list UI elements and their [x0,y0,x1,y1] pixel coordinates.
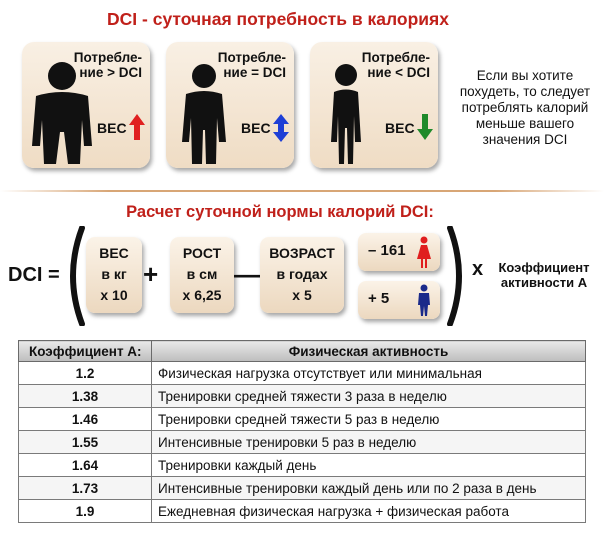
age-box-line: х 5 [292,287,312,303]
height-box-line: х 6,25 [182,287,222,303]
minus-sign: — [234,259,260,289]
header-activity: Физическая активность [152,341,586,362]
activity-cell: Интенсивные тренировки 5 раз в неделю [152,431,586,454]
weight-label: ВЕС [97,120,127,136]
weight-loss-note: Если вы хотите похудеть, то следует потреблять калорий меньше вашего значения DCI [459,68,591,147]
height-box-line: РОСТ [182,245,222,261]
table-row [19,385,586,408]
female-constant-box [358,233,440,271]
header-coefficient: Коэффициент А: [19,341,152,362]
male-constant-box [358,281,440,319]
female-constant: – 161 [368,242,406,259]
table-header-row [19,341,586,362]
activity-cell: Ежедневная физическая нагрузка + физическая работа [152,500,586,523]
weight-box-line: ВЕС [99,245,129,261]
activity-cell: Тренировки средней тяжести 3 раза в неделю [152,385,586,408]
table-row [19,408,586,431]
formula-title: Расчет суточной нормы калорий DCI: [126,203,434,221]
times-sign: х [472,258,484,280]
divider [0,190,604,192]
male-icon [416,284,432,316]
table-row [19,454,586,477]
male-constant: + 5 [368,290,390,307]
weight-box-line: в кг [101,266,127,282]
arrow-down-icon [417,114,433,140]
card-label: Потребле-ние < DCI [361,50,430,80]
height-box-line: в см [186,266,218,282]
weight-label: ВЕС [241,120,271,136]
activity-table [18,340,586,523]
weight-box-line: х 10 [100,287,128,303]
card-consumption-greater [22,42,150,168]
coefficient-cell: 1.38 [19,385,152,408]
height-box [170,237,234,313]
coefficient-cell: 1.73 [19,477,152,500]
coefficient-cell: 1.9 [19,500,152,523]
table-row [19,362,586,385]
activity-cell: Интенсивные тренировки каждый день или по 2 раза в день [152,477,586,500]
weight-label: ВЕС [385,120,415,136]
left-parenthesis [62,226,86,326]
plus-sign: + [143,259,159,289]
dci-title: DCI - суточная потребность в калориях [107,9,449,29]
card-consumption-equal [166,42,294,168]
formula-lhs: DCI = [8,264,60,286]
age-box [260,237,344,313]
age-box-line: ВОЗРАСТ [269,245,335,261]
arrow-updown-icon [273,114,289,142]
activity-cell: Тренировки средней тяжести 5 раз в неделю [152,408,586,431]
age-box-line: в годах [276,266,328,282]
activity-coefficient-label: Коэффициент активности А [498,260,590,290]
card-label: Потребле-ние = DCI [217,50,286,80]
coefficient-cell: 1.46 [19,408,152,431]
activity-cell: Тренировки каждый день [152,454,586,477]
coefficient-cell: 1.64 [19,454,152,477]
female-icon [416,236,432,268]
table-row [19,431,586,454]
arrow-up-icon [129,114,145,140]
card-label: Потребле-ние > DCI [73,50,142,80]
coefficient-cell: 1.2 [19,362,152,385]
card-consumption-less [310,42,438,168]
coefficient-cell: 1.55 [19,431,152,454]
table-row [19,477,586,500]
weight-box [86,237,142,313]
activity-cell: Физическая нагрузка отсутствует или минимальная [152,362,586,385]
right-parenthesis [446,226,470,326]
table-row [19,500,586,523]
